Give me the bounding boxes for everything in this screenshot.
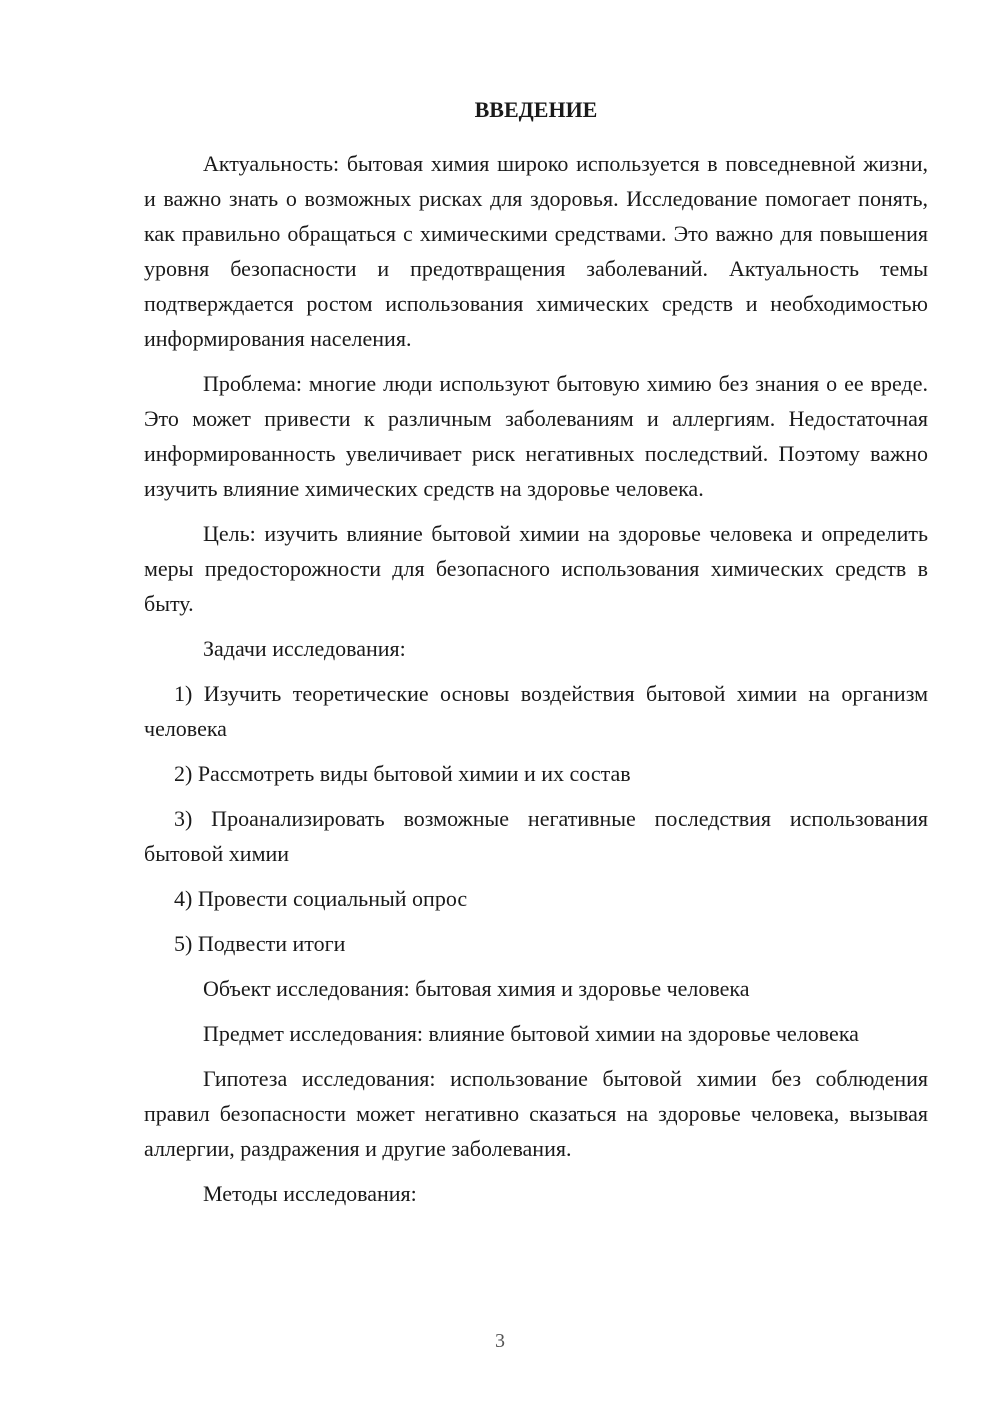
page-title: ВВЕДЕНИЕ — [474, 97, 598, 122]
list-item: 2) Рассмотреть виды бытовой химии и их состав — [174, 761, 631, 786]
paragraph-object: Объект исследования: бытовая химия и здоровье человека — [203, 976, 750, 1001]
list-item: 1) Изучить теоретические основы воздействия бытовой химии на организм человека — [144, 681, 928, 741]
list-item: 3) Проанализировать возможные негативные последствия использования бытовой химии — [144, 806, 928, 866]
tasks-title: Задачи исследования: — [203, 636, 406, 661]
paragraph-hypothesis: Гипотеза исследования: использование бытовой химии без соблюдения правил безопасности может негативно сказаться на здоровье человека, вызывая аллергии, раздражения и другие заболевания. — [144, 1066, 928, 1161]
list-item: 5) Подвести итоги — [174, 931, 346, 956]
paragraph-problem: Проблема: многие люди используют бытовую химию без знания о ее вреде. Это может привести к различным заболеваниям и аллергиям. Недостаточная информированность увеличивает риск негативных последствий. Поэтому важно изучить влияние химических средств на здоровье человека. — [144, 371, 928, 501]
paragraph-subject: Предмет исследования: влияние бытовой химии на здоровье человека — [203, 1021, 859, 1046]
list-item: 4) Провести социальный опрос — [174, 886, 468, 911]
page-number: 3 — [495, 1330, 505, 1352]
document-page — [144, 92, 928, 1221]
paragraph-goal: Цель: изучить влияние бытовой химии на здоровье человека и определить меры предосторожности для безопасного использования химических средств в быту. — [144, 521, 928, 616]
paragraph-relevance: Актуальность: бытовая химия широко используется в повседневной жизни, и важно знать о возможных рисках для здоровья. Исследование помогает понять, как правильно обращаться с химическими средствами. Это важно для повышения уровня безопасности и предотвращения заболеваний. Актуальность темы подтверждается ростом использования химических средств и необходимостью информирования населения. — [144, 151, 928, 351]
methods-title: Методы исследования: — [203, 1181, 417, 1206]
